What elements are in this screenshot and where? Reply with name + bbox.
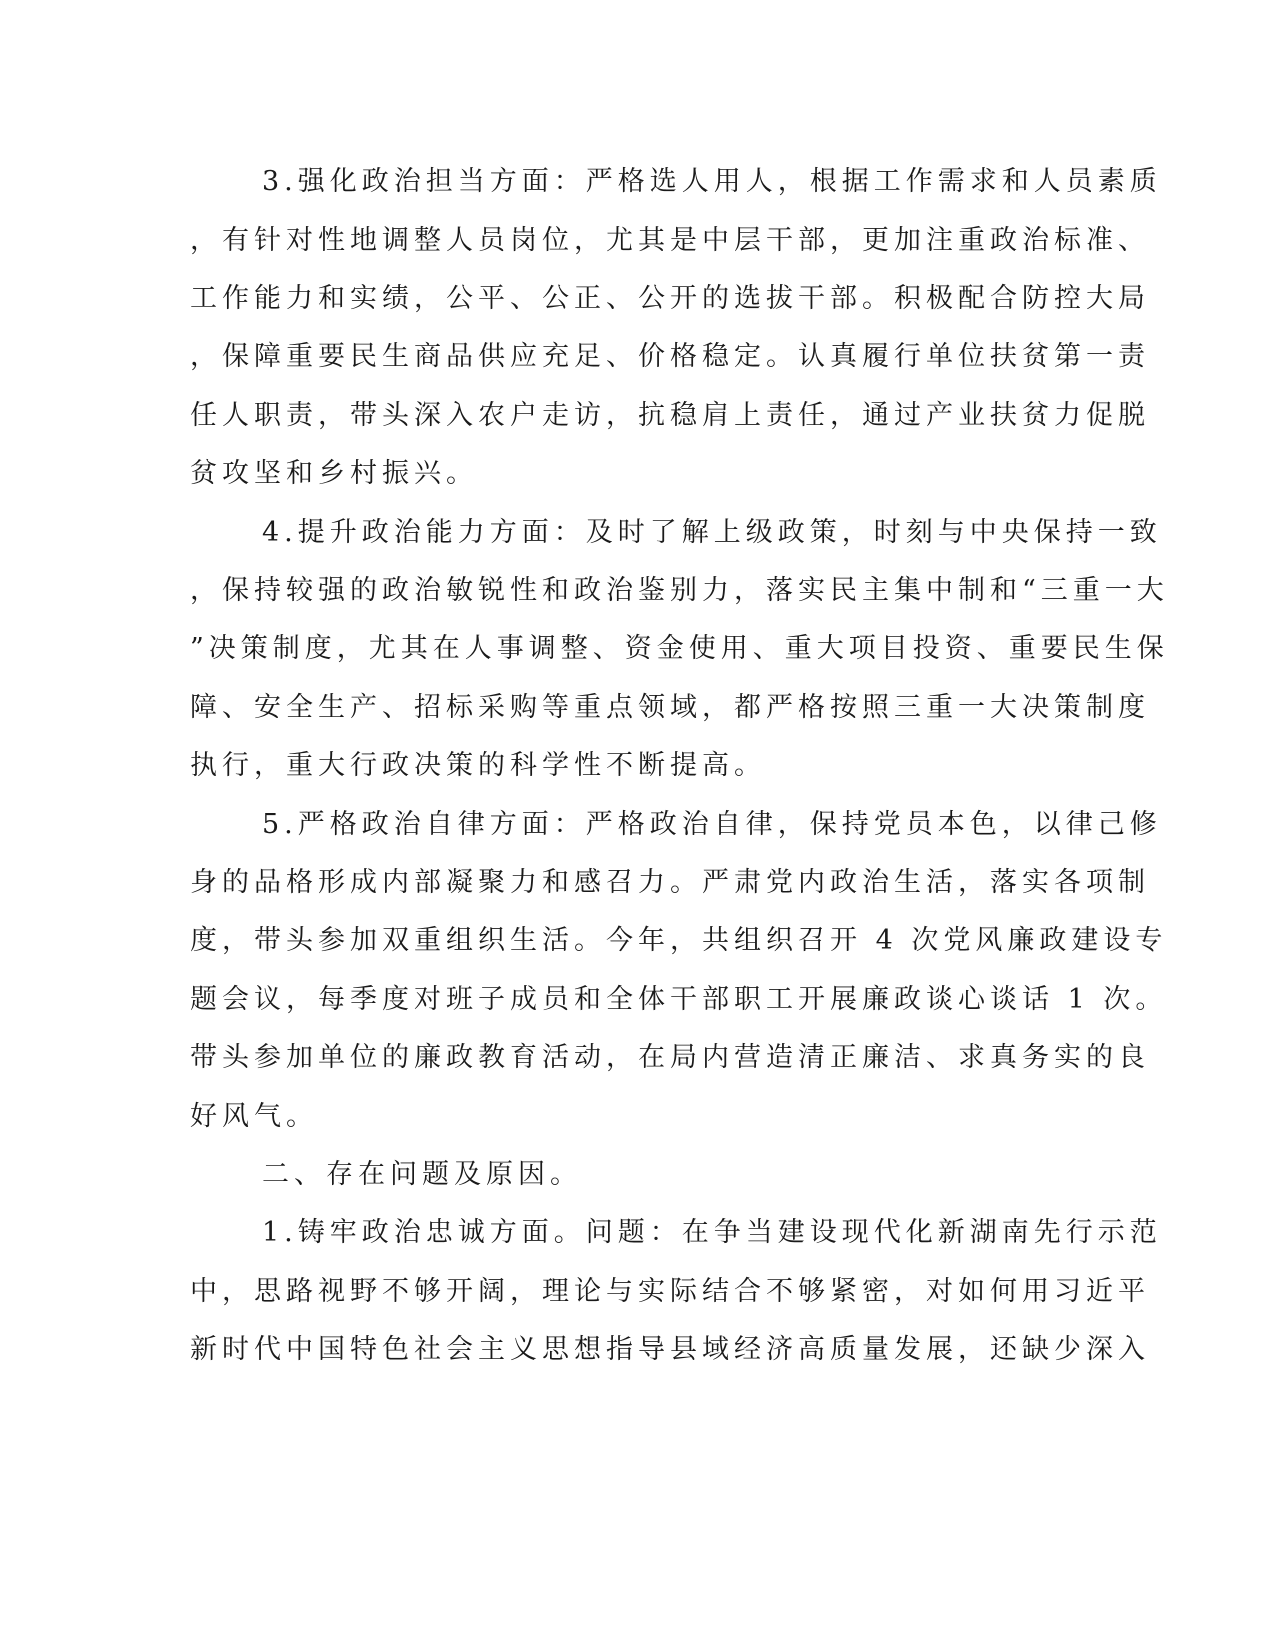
section-heading: 二、存在问题及原因。	[262, 1159, 582, 1190]
paragraph-4-line-4: 障、安全生产、招标采购等重点领域，都严格按照三重一大决策制度	[190, 692, 1150, 723]
paragraph-3-line-2: ，有针对性地调整人员岗位，尤其是中层干部，更加注重政治标准、	[190, 225, 1150, 256]
paragraph-4-line-5: 执行，重大行政决策的科学性不断提高。	[190, 750, 766, 781]
paragraph-5-line-2: 身的品格形成内部凝聚力和感召力。严肃党内政治生活，落实各项制	[190, 867, 1150, 898]
paragraph-3-line-1: 3.强化政治担当方面：严格选人用人，根据工作需求和人员素质	[262, 166, 1162, 197]
problem-1-line-2: 中，思路视野不够开阔，理论与实际结合不够紧密，对如何用习近平	[190, 1276, 1150, 1307]
paragraph-5-line-4: 题会议，每季度对班子成员和全体干部职工开展廉政谈心谈话 1 次。	[190, 984, 1168, 1015]
paragraph-5-line-6: 好风气。	[190, 1101, 318, 1132]
paragraph-5-line-3: 度，带头参加双重组织生活。今年，共组织召开 4 次党风廉政建设专	[190, 925, 1168, 956]
problem-1-line-1: 1.铸牢政治忠诚方面。问题：在争当建设现代化新湖南先行示范	[262, 1217, 1162, 1248]
paragraph-4-line-2: ，保持较强的政治敏锐性和政治鉴别力，落实民主集中制和“三重一大	[190, 575, 1169, 606]
paragraph-4-line-1: 4.提升政治能力方面：及时了解上级政策，时刻与中央保持一致	[262, 517, 1162, 548]
paragraph-3-line-4: ，保障重要民生商品供应充足、价格稳定。认真履行单位扶贫第一责	[190, 341, 1150, 372]
paragraph-4-line-3: ”决策制度，尤其在人事调整、资金使用、重大项目投资、重要民生保	[190, 633, 1169, 664]
paragraph-3-line-6: 贫攻坚和乡村振兴。	[190, 458, 478, 489]
paragraph-3-line-5: 任人职责，带头深入农户走访，抗稳肩上责任，通过产业扶贫力促脱	[190, 400, 1150, 431]
paragraph-3-line-3: 工作能力和实绩，公平、公正、公开的选拔干部。积极配合防控大局	[190, 283, 1150, 314]
problem-1-line-3: 新时代中国特色社会主义思想指导县域经济高质量发展，还缺少深入	[190, 1334, 1150, 1365]
paragraph-5-line-5: 带头参加单位的廉政教育活动，在局内营造清正廉洁、求真务实的良	[190, 1042, 1150, 1073]
paragraph-5-line-1: 5.严格政治自律方面：严格政治自律，保持党员本色，以律己修	[262, 809, 1162, 840]
